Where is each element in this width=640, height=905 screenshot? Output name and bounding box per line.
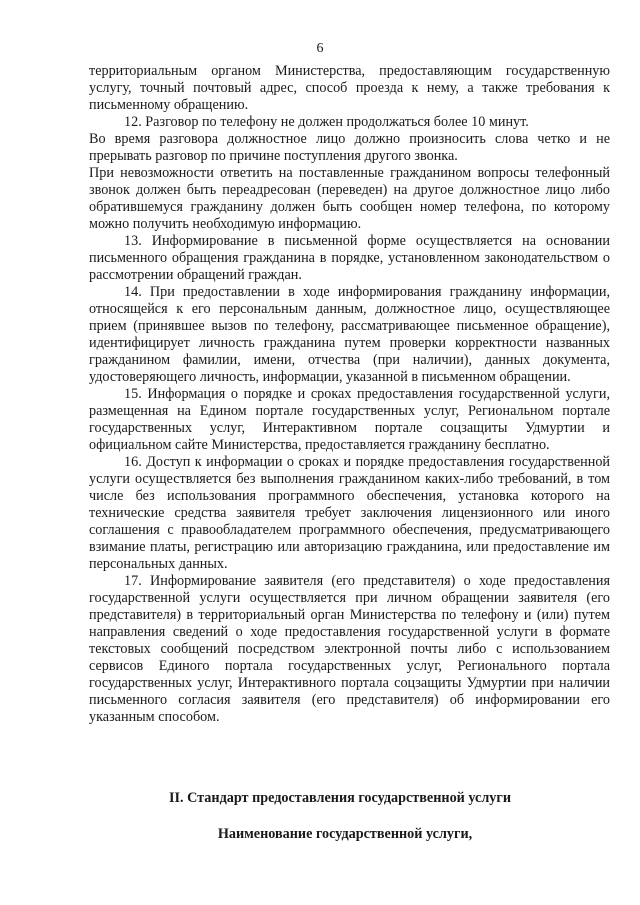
- document-body: [89, 63, 610, 726]
- subsection-heading: Наименование государственной услуги,: [217, 826, 473, 842]
- paragraph-12-conversation: Во время разговора должностное лицо должно произносить слова четко и не прерывать разговор по причине поступления другого звонка.: [89, 131, 610, 164]
- paragraph-15: 15. Информация о порядке и сроках предоставления государственной услуги, размещенная на Едином портале государственных услуг, Региональном портале государственных услуг, Интерактивном портале соцзащиты Удмуртии и официальном сайте Министерства, предоставляется гражданину бесплатно.: [89, 386, 610, 453]
- paragraph-13: 13. Информирование в письменной форме осуществляется на основании письменного обращения гражданина в порядке, установленном законодательством о рассмотрении обращений граждан.: [89, 233, 610, 283]
- paragraph-continuation: территориальным органом Министерства, предоставляющим государственную услугу, точный почтовый адрес, способ проезда к нему, а также требования к письменному обращению.: [89, 63, 610, 113]
- page-number: 6: [316, 41, 324, 56]
- paragraph-16: 16. Доступ к информации о сроках и порядке предоставления государственной услуги осуществляется без выполнения гражданином каких-либо требований, в том числе без использования программного обеспечения, установка которого на технические средства заявителя требует заключения лицензионного или иного соглашения с правообладателем программного обеспечения, предусматривающего взимание платы, регистрацию или авторизацию гражданина, или предоставление им персональных данных.: [89, 454, 610, 572]
- section-heading: II. Стандарт предоставления государственной услуги: [168, 790, 512, 806]
- paragraph-14: 14. При предоставлении в ходе информирования гражданину информации, относящейся к его персональным данным, должностное лицо, осуществляющее прием (принявшее вызов по телефону, рассматривающее письменное обращение), идентифицирует личность гражданина путем проверки корректности названных гражданином фамилии, имени, отчества (при наличии), данных документа, удостоверяющего личность, информации, указанной в письменном обращении.: [89, 284, 610, 385]
- paragraph-17: 17. Информирование заявителя (его представителя) о ходе предоставления государственной услуги осуществляется при личном обращении заявителя (его представителя) в территориальный орган Министерства по телефону и (или) путем направления сведений о ходе предоставления государственной услуги в формате текстовых сообщений посредством электронной почты либо с использованием сервисов Единого портала государственных услуг, Регионального портала государственных услуг, Интерактивного портала соцзащиты Удмуртии при наличии письменного согласия заявителя (его представителя) об информировании его указанным способом.: [89, 573, 610, 725]
- paragraph-12-redirect: При невозможности ответить на поставленные гражданином вопросы телефонный звонок должен быть переадресован (переведен) на другое должностное лицо либо обратившемуся гражданину должен быть сообщен номер телефона, по которому можно получить необходимую информацию.: [89, 165, 610, 232]
- paragraph-12: 12. Разговор по телефону не должен продолжаться более 10 минут.: [124, 114, 529, 130]
